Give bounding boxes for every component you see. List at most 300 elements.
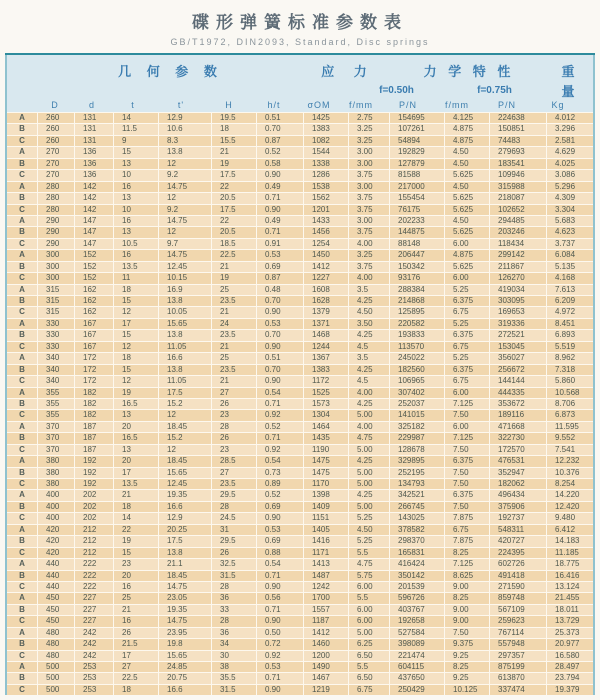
row-type-label: A xyxy=(7,490,37,500)
header-group-row xyxy=(7,57,593,83)
table-cell: 143025 xyxy=(390,513,444,523)
table-cell: 12.45 xyxy=(159,479,211,489)
table-cell: 242 xyxy=(75,639,113,649)
table-row xyxy=(7,296,593,306)
table-cell: 0.90 xyxy=(257,307,303,317)
table-cell: 1467 xyxy=(304,673,348,683)
table-cell: 22.5 xyxy=(212,250,256,260)
table-cell: 2.581 xyxy=(547,136,593,146)
table-cell: 330 xyxy=(38,319,74,329)
table-cell: 22 xyxy=(114,525,158,535)
table-cell: 4.25 xyxy=(349,490,389,500)
table-cell: 5.25 xyxy=(445,353,489,363)
table-header xyxy=(7,55,593,112)
table-cell: 127879 xyxy=(390,159,444,169)
table-cell: 1562 xyxy=(304,193,348,203)
table-cell: 22 xyxy=(212,216,256,226)
table-cell: 182062 xyxy=(490,479,546,489)
table-cell: 8.625 xyxy=(445,571,489,581)
table-cell: 8.3 xyxy=(159,136,211,146)
table-cell: 16.6 xyxy=(159,685,211,695)
table-cell: 1398 xyxy=(304,490,348,500)
table-cell: 6.25 xyxy=(349,639,389,649)
table-cell: 9.552 xyxy=(547,433,593,443)
table-cell: 16 xyxy=(114,582,158,592)
table-cell: 272521 xyxy=(490,330,546,340)
row-type-label: A xyxy=(7,559,37,569)
table-cell: 227 xyxy=(75,593,113,603)
table-cell: 19.379 xyxy=(547,685,593,695)
table-cell: 3.50 xyxy=(349,319,389,329)
table-cell: 14.75 xyxy=(159,216,211,226)
column-header-f-mm: f/mm xyxy=(445,100,469,110)
table-cell: 13.8 xyxy=(159,330,211,340)
table-cell: 16 xyxy=(114,216,158,226)
column-header-h-t: h/t xyxy=(267,100,281,110)
table-cell: 6.75 xyxy=(445,376,489,386)
table-row xyxy=(7,456,593,466)
table-cell: 1573 xyxy=(304,399,348,409)
table-cell: 9.480 xyxy=(547,513,593,523)
table-cell: 152 xyxy=(75,273,113,283)
table-cell: 25.373 xyxy=(547,628,593,638)
table-cell: 3.5 xyxy=(349,285,389,295)
table-cell: 31.5 xyxy=(212,685,256,695)
table-cell: 1201 xyxy=(304,205,348,215)
table-cell: 6.00 xyxy=(445,273,489,283)
table-cell: 12 xyxy=(114,376,158,386)
table-cell: 18 xyxy=(114,353,158,363)
table-cell: 6.209 xyxy=(547,296,593,306)
table-cell: 9.2 xyxy=(159,205,211,215)
row-type-label: A xyxy=(7,216,37,226)
table-cell: 450 xyxy=(38,605,74,615)
table-cell: 0.92 xyxy=(257,651,303,661)
table-cell: 6.375 xyxy=(445,330,489,340)
table-cell: 1286 xyxy=(304,170,348,180)
table-cell: 9.00 xyxy=(445,605,489,615)
table-cell: 5.25 xyxy=(349,513,389,523)
table-cell: 25 xyxy=(114,593,158,603)
table-cell: 21 xyxy=(114,605,158,615)
table-cell: 147 xyxy=(75,216,113,226)
table-cell: 767114 xyxy=(490,628,546,638)
table-cell: 440 xyxy=(38,559,74,569)
table-cell: 0.89 xyxy=(257,479,303,489)
table-cell: 0.70 xyxy=(257,330,303,340)
table-cell: 500 xyxy=(38,673,74,683)
table-cell: 13 xyxy=(114,193,158,203)
table-row xyxy=(7,525,593,535)
table-cell: 21 xyxy=(114,490,158,500)
table-cell: 297357 xyxy=(490,651,546,661)
table-cell: 12.9 xyxy=(159,113,211,123)
table-cell: 260 xyxy=(38,113,74,123)
table-cell: 36 xyxy=(212,628,256,638)
table-cell: 270 xyxy=(38,147,74,157)
table-cell: 6.00 xyxy=(445,422,489,432)
table-cell: 256672 xyxy=(490,365,546,375)
table-cell: 19.35 xyxy=(159,490,211,500)
table-cell: 5.00 xyxy=(349,479,389,489)
table-cell: 125895 xyxy=(390,307,444,317)
table-cell: 16 xyxy=(114,616,158,626)
table-cell: 0.53 xyxy=(257,319,303,329)
table-cell: 1304 xyxy=(304,410,348,420)
table-cell: 15.2 xyxy=(159,433,211,443)
table-cell: 93176 xyxy=(390,273,444,283)
table-cell: 3.25 xyxy=(349,250,389,260)
table-cell: 5.25 xyxy=(349,536,389,546)
table-cell: 113570 xyxy=(390,342,444,352)
table-cell: 1371 xyxy=(304,319,348,329)
table-cell: 9.2 xyxy=(159,170,211,180)
table-cell: 13 xyxy=(114,445,158,455)
table-row xyxy=(7,285,593,295)
table-cell: 20.977 xyxy=(547,639,593,649)
table-cell: 400 xyxy=(38,502,74,512)
table-cell: 4.5 xyxy=(349,376,389,386)
table-cell: 4.125 xyxy=(445,113,489,123)
table-cell: 4.75 xyxy=(349,433,389,443)
table-cell: 13.729 xyxy=(547,616,593,626)
table-cell: 5.519 xyxy=(547,342,593,352)
table-cell: 6.412 xyxy=(547,525,593,535)
table-cell: 7.50 xyxy=(445,410,489,420)
table-cell: 15.65 xyxy=(159,468,211,478)
table-row xyxy=(7,147,593,157)
column-header-p-n: P/N xyxy=(497,100,516,110)
table-cell: 437650 xyxy=(390,673,444,683)
table-cell: 8.451 xyxy=(547,319,593,329)
table-cell: 167 xyxy=(75,330,113,340)
table-cell: 290 xyxy=(38,239,74,249)
table-cell: 0.49 xyxy=(257,216,303,226)
table-cell: 7.875 xyxy=(445,513,489,523)
table-cell: 0.70 xyxy=(257,296,303,306)
table-cell: 192829 xyxy=(390,147,444,157)
row-type-label: A xyxy=(7,628,37,638)
table-cell: 1379 xyxy=(304,307,348,317)
row-type-label: C xyxy=(7,376,37,386)
table-cell: 480 xyxy=(38,628,74,638)
table-row xyxy=(7,353,593,363)
table-row xyxy=(7,651,593,661)
table-cell: 7.318 xyxy=(547,365,593,375)
table-cell: 420 xyxy=(38,548,74,558)
table-cell: 355 xyxy=(38,399,74,409)
table-cell: 14.75 xyxy=(159,250,211,260)
table-cell: 4.50 xyxy=(349,307,389,317)
table-cell: 18.5 xyxy=(212,239,256,249)
table-cell: 16.5 xyxy=(114,399,158,409)
table-cell: 355 xyxy=(38,410,74,420)
table-cell: 500 xyxy=(38,685,74,695)
table-cell: 187 xyxy=(75,422,113,432)
table-cell: 3.296 xyxy=(547,124,593,134)
table-cell: 217000 xyxy=(390,182,444,192)
table-cell: 17.5 xyxy=(212,170,256,180)
table-cell: 7.50 xyxy=(445,628,489,638)
table-cell: 10.6 xyxy=(159,124,211,134)
table-row xyxy=(7,582,593,592)
table-cell: 81588 xyxy=(390,170,444,180)
table-cell: 212 xyxy=(75,525,113,535)
table-cell: 1219 xyxy=(304,685,348,695)
table-cell: 150851 xyxy=(490,124,546,134)
table-cell: 28 xyxy=(212,502,256,512)
row-type-label: B xyxy=(7,673,37,683)
table-cell: 5.00 xyxy=(349,628,389,638)
table-cell: 16.9 xyxy=(159,285,211,295)
table-cell: 0.87 xyxy=(257,273,303,283)
table-cell: 5.625 xyxy=(445,170,489,180)
table-cell: 3.75 xyxy=(349,262,389,272)
row-type-label: C xyxy=(7,445,37,455)
table-cell: 604115 xyxy=(390,662,444,672)
table-cell: 0.72 xyxy=(257,639,303,649)
table-cell: 136 xyxy=(75,170,113,180)
table-cell: 5.5 xyxy=(349,593,389,603)
table-cell: 4.50 xyxy=(445,182,489,192)
table-cell: 16.6 xyxy=(159,353,211,363)
table-cell: 4.00 xyxy=(349,273,389,283)
table-cell: 0.92 xyxy=(257,410,303,420)
table-cell: 19.35 xyxy=(159,605,211,615)
table-cell: 15.65 xyxy=(159,319,211,329)
table-cell: 0.90 xyxy=(257,582,303,592)
table-row xyxy=(7,227,593,237)
table-cell: 20.75 xyxy=(159,673,211,683)
table-cell: 10.05 xyxy=(159,307,211,317)
table-cell: 1367 xyxy=(304,353,348,363)
table-cell: 14 xyxy=(114,513,158,523)
table-cell: 8.25 xyxy=(445,548,489,558)
table-cell: 13.8 xyxy=(159,365,211,375)
column-header-d: d xyxy=(88,100,95,110)
row-type-label: A xyxy=(7,525,37,535)
table-cell: 8.25 xyxy=(445,593,489,603)
table-cell: 109946 xyxy=(490,170,546,180)
table-cell: 5.00 xyxy=(349,502,389,512)
header-sub-f050: f=0.50h xyxy=(379,85,414,96)
table-cell: 154695 xyxy=(390,113,444,123)
header-weight-bottom: 量 xyxy=(561,84,575,99)
table-cell: 476531 xyxy=(490,456,546,466)
table-cell: 6.00 xyxy=(349,616,389,626)
table-row xyxy=(7,170,593,180)
table-cell: 202 xyxy=(75,513,113,523)
table-cell: 5.625 xyxy=(445,262,489,272)
table-cell: 252195 xyxy=(390,468,444,478)
table-row xyxy=(7,593,593,603)
table-row xyxy=(7,216,593,226)
table-cell: 5.00 xyxy=(349,445,389,455)
table-cell: 136 xyxy=(75,159,113,169)
table-cell: 6.00 xyxy=(349,582,389,592)
table-cell: 253 xyxy=(75,685,113,695)
table-cell: 24.5 xyxy=(212,513,256,523)
table-cell: 0.90 xyxy=(257,513,303,523)
table-cell: 31 xyxy=(212,525,256,535)
table-cell: 1200 xyxy=(304,651,348,661)
table-cell: 5.75 xyxy=(349,571,389,581)
table-cell: 1244 xyxy=(304,342,348,352)
table-cell: 28 xyxy=(212,582,256,592)
table-cell: 6.50 xyxy=(349,651,389,661)
table-cell: 350142 xyxy=(390,571,444,581)
row-type-label: B xyxy=(7,262,37,272)
table-cell: 5.860 xyxy=(547,376,593,386)
table-cell: 23.794 xyxy=(547,673,593,683)
column-header-p-n: P/N xyxy=(398,100,417,110)
table-cell: 1151 xyxy=(304,513,348,523)
table-cell: 18.775 xyxy=(547,559,593,569)
table-cell: 602726 xyxy=(490,559,546,569)
column-header-kg: Kg xyxy=(551,100,565,110)
table-cell: 1490 xyxy=(304,662,348,672)
table-cell: 10.568 xyxy=(547,388,593,398)
table-cell: 36 xyxy=(212,593,256,603)
table-cell: 7.50 xyxy=(445,479,489,489)
table-cell: 227 xyxy=(75,616,113,626)
table-cell: 4.623 xyxy=(547,227,593,237)
table-cell: 1242 xyxy=(304,582,348,592)
table-cell: 6.375 xyxy=(445,490,489,500)
column-header--om: σOM xyxy=(307,100,331,110)
table-cell: 23.5 xyxy=(212,330,256,340)
row-type-label: C xyxy=(7,205,37,215)
table-cell: 0.56 xyxy=(257,593,303,603)
table-cell: 19 xyxy=(114,388,158,398)
table-cell: 3.00 xyxy=(349,147,389,157)
table-cell: 136 xyxy=(75,147,113,157)
table-cell: 270 xyxy=(38,170,74,180)
table-cell: 88148 xyxy=(390,239,444,249)
table-cell: 5.683 xyxy=(547,216,593,226)
table-cell: 355 xyxy=(38,388,74,398)
column-header-t: t xyxy=(131,100,135,110)
table-cell: 229987 xyxy=(390,433,444,443)
table-cell: 440 xyxy=(38,571,74,581)
table-cell: 6.75 xyxy=(445,307,489,317)
table-cell: 212 xyxy=(75,536,113,546)
table-cell: 253 xyxy=(75,662,113,672)
row-type-label: A xyxy=(7,319,37,329)
table-cell: 10.15 xyxy=(159,273,211,283)
table-cell: 0.53 xyxy=(257,662,303,672)
row-type-label: A xyxy=(7,388,37,398)
table-cell: 1487 xyxy=(304,571,348,581)
table-cell: 4.25 xyxy=(349,399,389,409)
table-cell: 28 xyxy=(212,616,256,626)
table-cell: 380 xyxy=(38,468,74,478)
table-cell: 18.011 xyxy=(547,605,593,615)
table-cell: 1190 xyxy=(304,445,348,455)
table-cell: 370 xyxy=(38,445,74,455)
table-cell: 1172 xyxy=(304,376,348,386)
table-cell: 0.69 xyxy=(257,536,303,546)
row-type-label: A xyxy=(7,353,37,363)
table-cell: 11.185 xyxy=(547,548,593,558)
table-cell: 7.50 xyxy=(445,502,489,512)
table-cell: 266745 xyxy=(390,502,444,512)
table-cell: 4.00 xyxy=(349,422,389,432)
table-cell: 18 xyxy=(114,285,158,295)
table-cell: 20.25 xyxy=(159,525,211,535)
table-row xyxy=(7,388,593,398)
table-cell: 353672 xyxy=(490,399,546,409)
table-row xyxy=(7,571,593,581)
page-subtitle: GB/T1972, DIN2093, Standard, Disc springs xyxy=(170,37,430,47)
table-cell: 102652 xyxy=(490,205,546,215)
table-cell: 6.375 xyxy=(445,296,489,306)
table-cell: 18.45 xyxy=(159,422,211,432)
row-type-label: C xyxy=(7,273,37,283)
table-cell: 4.00 xyxy=(349,239,389,249)
row-type-label: A xyxy=(7,113,37,123)
table-cell: 0.52 xyxy=(257,147,303,157)
table-cell: 0.73 xyxy=(257,468,303,478)
table-row xyxy=(7,628,593,638)
table-cell: 307402 xyxy=(390,388,444,398)
table-cell: 340 xyxy=(38,353,74,363)
table-cell: 152 xyxy=(75,262,113,272)
table-cell: 13.124 xyxy=(547,582,593,592)
table-cell: 279693 xyxy=(490,147,546,157)
table-cell: 12.232 xyxy=(547,456,593,466)
table-cell: 33 xyxy=(212,605,256,615)
table-cell: 242 xyxy=(75,651,113,661)
table-cell: 1475 xyxy=(304,456,348,466)
table-cell: 17.5 xyxy=(159,388,211,398)
table-cell: 1338 xyxy=(304,159,348,169)
table-cell: 6.50 xyxy=(349,673,389,683)
table-cell: 21.5 xyxy=(114,639,158,649)
table-cell: 9 xyxy=(114,136,158,146)
table-cell: 4.025 xyxy=(547,159,593,169)
table-cell: 398089 xyxy=(390,639,444,649)
table-cell: 22 xyxy=(212,182,256,192)
table-cell: 182 xyxy=(75,399,113,409)
table-row xyxy=(7,433,593,443)
table-row xyxy=(7,159,593,169)
table-cell: 1544 xyxy=(304,147,348,157)
table-cell: 5.5 xyxy=(349,548,389,558)
table-cell: 0.90 xyxy=(257,342,303,352)
table-cell: 613870 xyxy=(490,673,546,683)
table-cell: 7.125 xyxy=(445,399,489,409)
table-cell: 131 xyxy=(75,136,113,146)
table-cell: 0.51 xyxy=(257,353,303,363)
table-cell: 4.50 xyxy=(349,525,389,535)
table-cell: 15 xyxy=(114,365,158,375)
row-type-label: C xyxy=(7,170,37,180)
table-cell: 6.893 xyxy=(547,330,593,340)
table-cell: 300 xyxy=(38,262,74,272)
row-type-label: C xyxy=(7,136,37,146)
table-cell: 548311 xyxy=(490,525,546,535)
table-cell: 1082 xyxy=(304,136,348,146)
row-type-label: A xyxy=(7,593,37,603)
table-cell: 26 xyxy=(212,399,256,409)
table-cell: 5.00 xyxy=(349,410,389,420)
table-cell: 1475 xyxy=(304,468,348,478)
table-cell: 303095 xyxy=(490,296,546,306)
table-cell: 6.873 xyxy=(547,410,593,420)
table-cell: 4.25 xyxy=(349,330,389,340)
table-cell: 202 xyxy=(75,502,113,512)
